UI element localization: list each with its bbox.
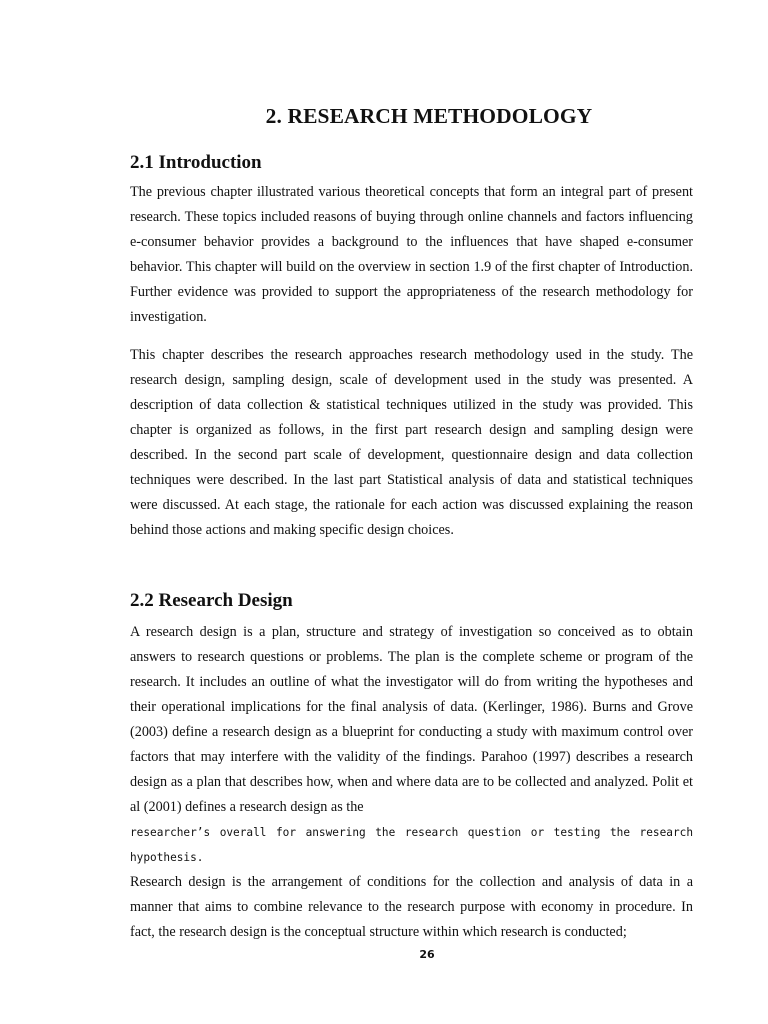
section-heading-introduction: 2.1 Introduction — [130, 152, 262, 173]
intro-paragraph-2: This chapter describes the research approaches research methodology used in the study. The research design, sampling design, scale of development used in the study was presented. A description of data collection & statistical techniques utilized in the study was provided. This chapter is organized as follows, in the first part research design and sampling design were described. In the second part scale of development, questionnaire design and data collection techniques were described. In the last part Statistical analysis of data and statistical techniques were discussed. At each stage, the rationale for each action was discussed explaining the reason behind those actions and making specific design choices. — [130, 347, 693, 538]
page-number: 26 — [419, 948, 435, 961]
intro-paragraph-1: The previous chapter illustrated various theoretical concepts that form an integral part of present research. These topics included reasons of buying through online channels and factors influencing e-consumer behavior provides a background to the influences that have shaped e-consumer behavior. This chapter will build on the overview in section 1.9 of the first chapter of Introduction. Further evidence was provided to support the appropriateness of the research methodology for investigation. — [130, 184, 693, 325]
research-design-text-part1: A research design is a plan, structure and strategy of investigation so conceived as to obtain answers to research questions or problems. The plan is the complete scheme or program of the research. It includes an outline of what the investigator will do from writing the hypotheses and their operational implications for the final analysis of data. (Kerlinger, 1986). Burns and Grove (2003) define a research design as a blueprint for conducting a study with maximum control over factors that may interfere with the validity of the findings. Parahoo (1997) describes a research design as a plan that describes how, when and where data are to be collected and analyzed. Polit et al (2001) defines a research design as the — [130, 624, 693, 815]
section-heading-research-design: 2.2 Research Design — [130, 590, 293, 611]
research-design-paragraph — [130, 620, 693, 945]
chapter-title: 2. RESEARCH METHODOLOGY — [265, 104, 593, 128]
research-design-text-mono: researcher’s overall for answering the research question or testing the research hypothesis. — [130, 826, 693, 864]
research-design-text-part2: Research design is the arrangement of conditions for the collection and analysis of data in a manner that aims to combine relevance to the research purpose with economy in procedure. In fact, the research design is the conceptual structure within which research is conducted; — [130, 874, 693, 940]
